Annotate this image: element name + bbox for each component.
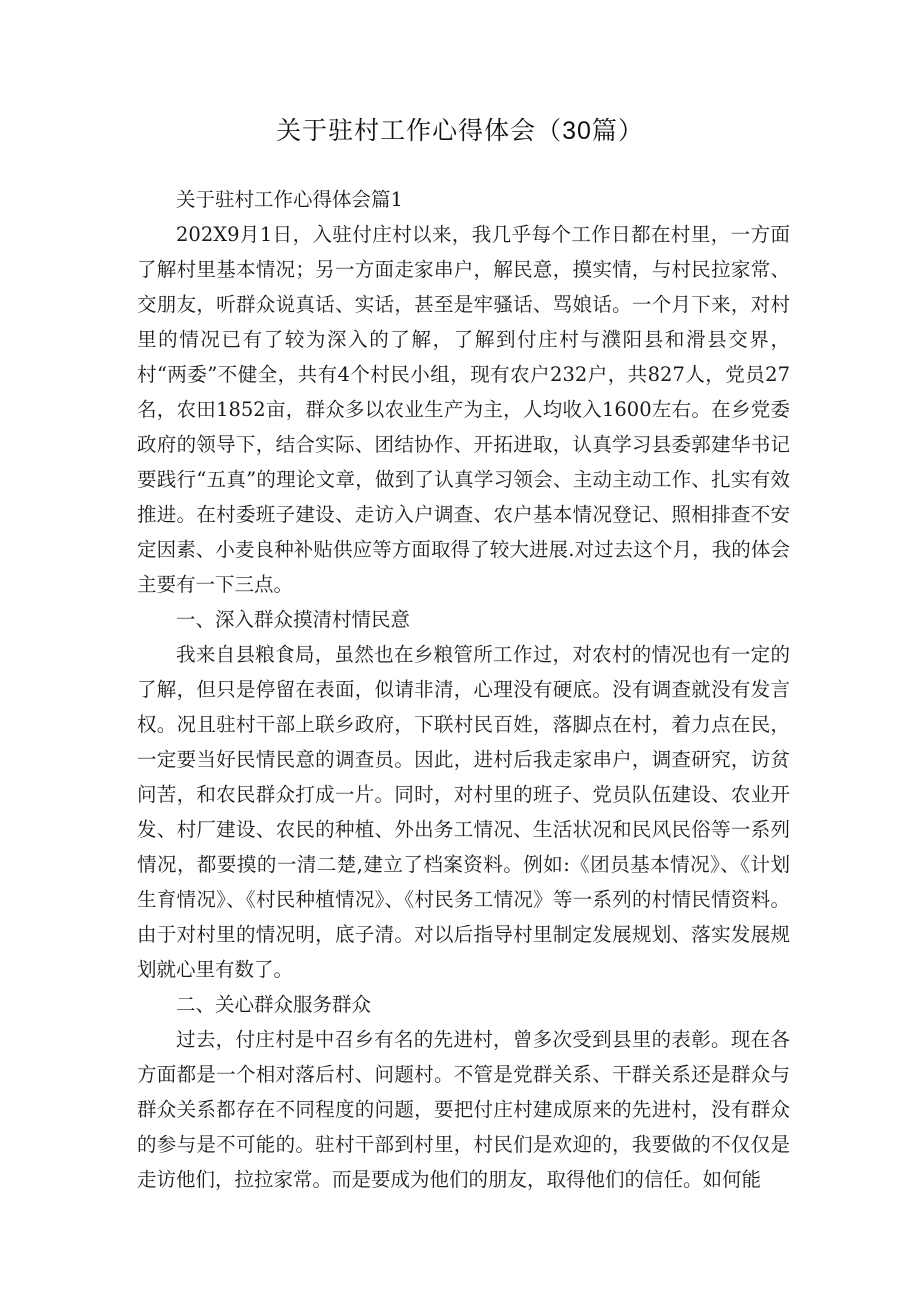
document-body xyxy=(137,182,790,1197)
document-title: 关于驻村工作心得体会（30篇） xyxy=(276,117,644,145)
section-title: 关于驻村工作心得体会篇1 xyxy=(176,188,403,211)
paragraph-3: 过去，付庄村是中召乡有名的先进村，曾多次受到县里的表彰。现在各方面都是一个相对落后村、问题村。不管是党群关系、干群关系还是群众与群众关系都存在不同程度的问题，要把付庄村建成原来的先进村，没有群众的参与是不可能的。驻村干部到村里，村民们是欢迎的，我要做的不仅仅是走访他们，拉拉家常。而是要成为他们的朋友，取得他们的信任。如何能 xyxy=(137,1028,790,1191)
paragraph-1: 202X9月1日，入驻付庄村以来，我几乎每个工作日都在村里，一方面了解村里基本情况；另一方面走家串户，解民意，摸实情，与村民拉家常、交朋友，听群众说真话、实话，甚至是牢骚话、骂娘话。一个月下来，对村里的情况已有了较为深入的了解，了解到付庄村与濮阳县和滑县交界，村“两委”不健全，共有4个村民小组，现有农户232户，共827人，党员27名，农田1852亩，群众多以农业生产为主，人均收入1600左右。在乡党委政府的领导下，结合实际、团结协作、开拓进取，认真学习县委郭建华书记要践行“五真”的理论文章，做到了认真学习领会、主动主动工作、扎实有效推进。在村委班子建设、走访入户调查、农户基本情况登记、照相排查不安定因素、小麦良种补贴供应等方面取得了较大进展.对过去这个月，我的体会主要有一下三点。 xyxy=(137,223,790,596)
section-heading-1: 一、深入群众摸清村情民意 xyxy=(176,608,411,631)
paragraph-2: 我来自县粮食局，虽然也在乡粮管所工作过，对农村的情况也有一定的了解，但只是停留在表面，似请非清，心理没有硬底。没有调查就没有发言权。况且驻村干部上联乡政府，下联村民百姓，落脚点在村，着力点在民，一定要当好民情民意的调查员。因此，进村后我走家串户，调查研究，访贫问苦，和农民群众打成一片。同时，对村里的班子、党员队伍建设、农业开发、村厂建设、农民的种植、外出务工情况、生活状况和民风民俗等一系列情况，都要摸的一清二楚,建立了档案资料。例如:《团员基本情况》、《计划生育情况》、《村民种植情况》、《村民务工情况》等一系列的村情民情资料。由于对村里的情况明，底子清。对以后指导村里制定发展规划、落实发展规划就心里有数了。 xyxy=(137,643,790,981)
section-heading-2: 二、关心群众服务群众 xyxy=(176,993,372,1016)
